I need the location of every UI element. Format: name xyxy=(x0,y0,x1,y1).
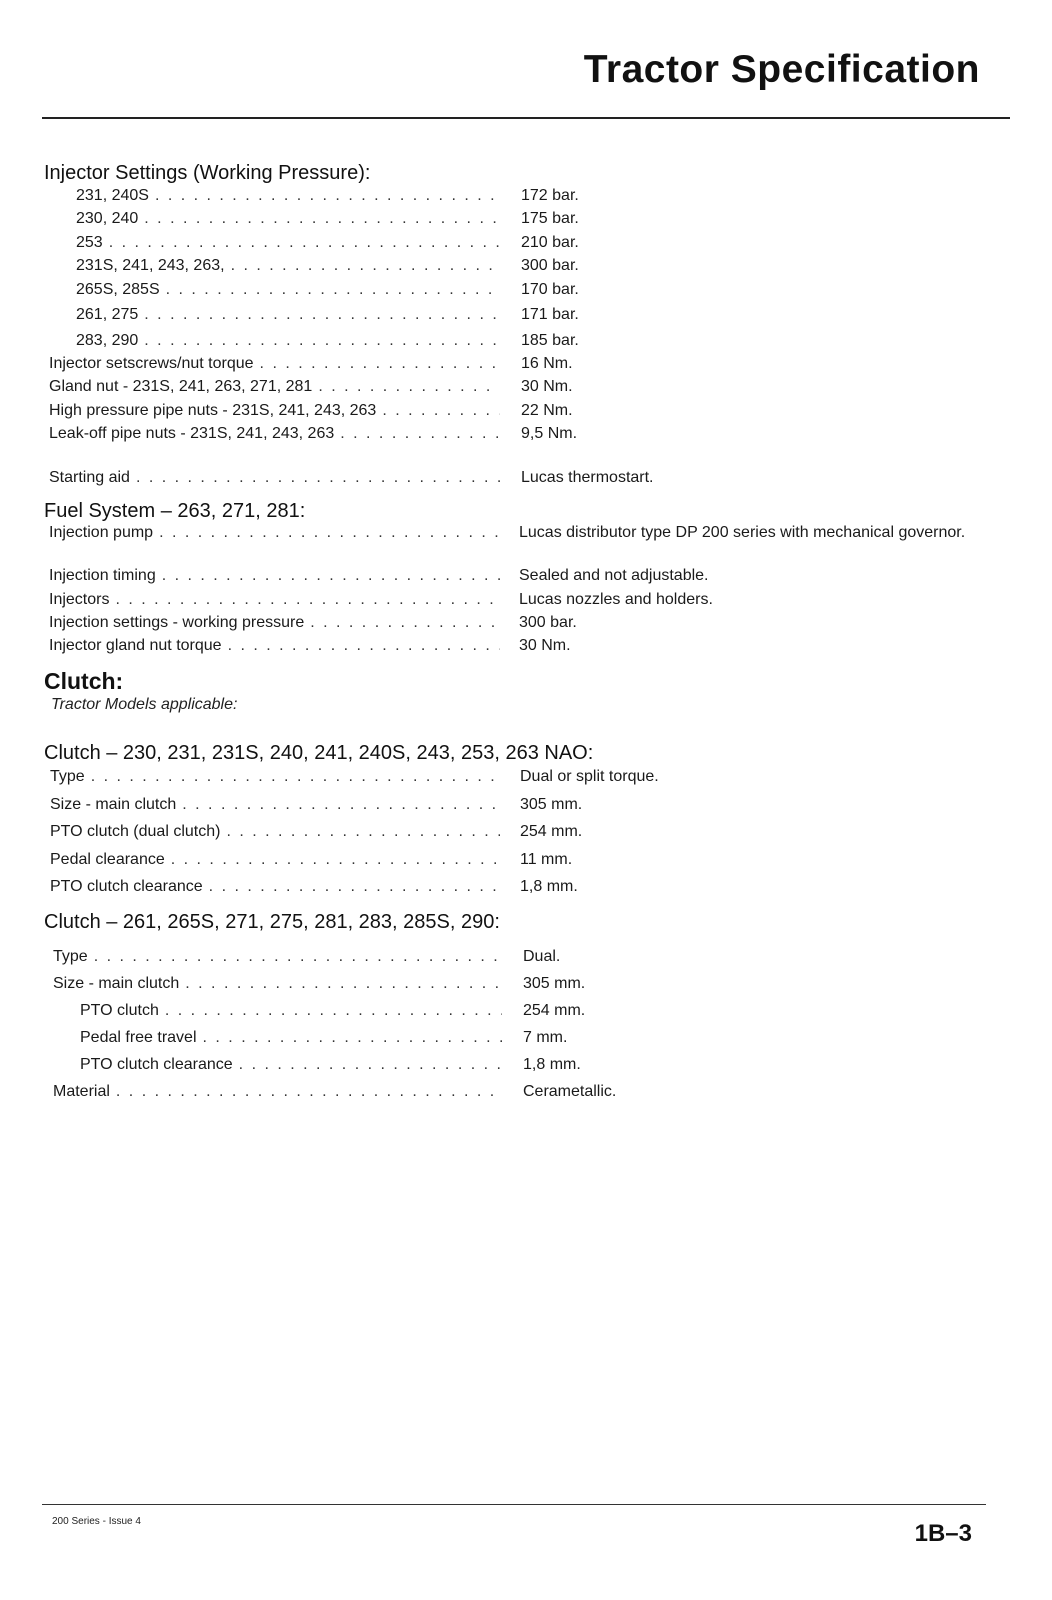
spec-value: 7 mm. xyxy=(523,1029,568,1046)
spec-label: Injection timing xyxy=(49,567,156,584)
spec-value: 30 Nm. xyxy=(519,637,571,654)
spec-row xyxy=(53,946,508,968)
spec-label: 230, 240 xyxy=(76,210,139,227)
spec-label: 261, 275 xyxy=(76,306,139,323)
leader-dots xyxy=(166,279,500,301)
spec-row xyxy=(50,849,506,871)
spec-label: High pressure pipe nuts - 231S, 241, 243, 263 xyxy=(49,402,377,419)
spec-label: 253 xyxy=(76,234,103,251)
leader-dots xyxy=(109,232,500,254)
spec-row xyxy=(49,522,506,544)
leader-dots xyxy=(228,635,500,657)
spec-value: 185 bar. xyxy=(521,332,579,349)
injector-settings-heading: Injector Settings (Working Pressure): xyxy=(44,162,371,184)
leader-dots xyxy=(231,255,500,277)
spec-row xyxy=(76,232,506,254)
spec-row xyxy=(80,1000,508,1022)
spec-row xyxy=(50,821,506,843)
leader-dots xyxy=(185,973,502,995)
spec-value: 210 bar. xyxy=(521,234,579,251)
spec-value: Cerametallic. xyxy=(523,1083,617,1100)
leader-dots xyxy=(182,794,500,816)
spec-value: Lucas thermostart. xyxy=(521,469,654,486)
spec-label: Pedal clearance xyxy=(50,851,165,868)
leader-dots xyxy=(136,467,500,489)
spec-row xyxy=(76,330,506,352)
leader-dots xyxy=(171,849,500,871)
series-issue-label: 200 Series - Issue 4 xyxy=(52,1516,141,1527)
leader-dots xyxy=(203,1027,502,1049)
spec-value: 11 mm. xyxy=(520,851,573,868)
spec-row xyxy=(49,589,506,611)
leader-dots xyxy=(209,876,500,898)
spec-row xyxy=(49,635,506,657)
spec-value: 1,8 mm. xyxy=(520,878,578,895)
clutch-models-note: Tractor Models applicable: xyxy=(51,696,238,713)
spec-label: 283, 290 xyxy=(76,332,139,349)
spec-row xyxy=(49,376,506,398)
spec-label: 231S, 241, 243, 263, xyxy=(76,257,225,274)
spec-label: Starting aid xyxy=(49,469,130,486)
leader-dots xyxy=(144,330,500,352)
leader-dots xyxy=(340,423,500,445)
leader-dots xyxy=(165,1000,502,1022)
spec-value: 30 Nm. xyxy=(521,378,573,395)
spec-row xyxy=(80,1027,508,1049)
spec-row xyxy=(76,185,506,207)
leader-dots xyxy=(144,208,500,230)
spec-label: Injection pump xyxy=(49,524,154,541)
page-number: 1B–3 xyxy=(914,1520,972,1547)
page-title: Tractor Specification xyxy=(583,48,980,91)
spec-row xyxy=(49,353,506,375)
spec-row xyxy=(49,467,506,489)
spec-label: PTO clutch clearance xyxy=(50,878,203,895)
spec-label: Injector gland nut torque xyxy=(49,637,222,654)
leader-dots xyxy=(318,376,500,398)
spec-value: 305 mm. xyxy=(520,796,583,813)
clutch-heading: Clutch: xyxy=(44,668,124,694)
spec-value: Lucas nozzles and holders. xyxy=(519,591,713,608)
spec-row xyxy=(76,255,506,277)
leader-dots xyxy=(239,1054,502,1076)
spec-row xyxy=(76,304,506,326)
spec-label: Injector setscrews/nut torque xyxy=(49,355,254,372)
spec-value: 22 Nm. xyxy=(521,402,573,419)
spec-value: 300 bar. xyxy=(521,257,579,274)
leader-dots xyxy=(260,353,500,375)
spec-label: Injection settings - working pressure xyxy=(49,614,305,631)
spec-label: Size - main clutch xyxy=(50,796,177,813)
leader-dots xyxy=(144,304,500,326)
spec-row xyxy=(50,876,506,898)
leader-dots xyxy=(155,185,500,207)
leader-dots xyxy=(226,821,500,843)
spec-label: 265S, 285S xyxy=(76,281,160,298)
spec-label: Gland nut - 231S, 241, 263, 271, 281 xyxy=(49,378,313,395)
spec-label: PTO clutch (dual clutch) xyxy=(50,823,221,840)
spec-value: Dual or split torque. xyxy=(520,768,659,785)
spec-row xyxy=(49,423,506,445)
spec-label: Injectors xyxy=(49,591,110,608)
spec-value: 1,8 mm. xyxy=(523,1056,581,1073)
spec-row xyxy=(49,612,506,634)
spec-value: 254 mm. xyxy=(520,823,583,840)
spec-value: 300 bar. xyxy=(519,614,577,631)
leader-dots xyxy=(94,946,502,968)
spec-label: Type xyxy=(50,768,85,785)
spec-label: 231, 240S xyxy=(76,187,149,204)
leader-dots xyxy=(159,522,500,544)
spec-row xyxy=(50,794,506,816)
spec-label: Material xyxy=(53,1083,110,1100)
leader-dots xyxy=(91,766,500,788)
fuel-system-heading: Fuel System – 263, 271, 281: xyxy=(44,500,306,522)
spec-row xyxy=(50,766,506,788)
spec-row xyxy=(80,1054,508,1076)
spec-value: 16 Nm. xyxy=(521,355,573,372)
spec-label: PTO clutch xyxy=(80,1002,159,1019)
spec-row xyxy=(53,973,508,995)
leader-dots xyxy=(310,612,500,634)
spec-value: 170 bar. xyxy=(521,281,579,298)
leader-dots xyxy=(116,1081,502,1103)
clutch-group-b-heading: Clutch – 261, 265S, 271, 275, 281, 283, 285S, 290: xyxy=(44,911,500,933)
spec-label: Pedal free travel xyxy=(80,1029,197,1046)
footer-rule xyxy=(42,1504,986,1505)
clutch-group-a-heading: Clutch – 230, 231, 231S, 240, 241, 240S, 243, 253, 263 NAO: xyxy=(44,742,594,764)
spec-value: Sealed and not adjustable. xyxy=(519,567,709,584)
spec-value: 305 mm. xyxy=(523,975,586,992)
header-rule xyxy=(42,117,1010,119)
spec-value: 254 mm. xyxy=(523,1002,586,1019)
spec-row xyxy=(49,400,506,422)
spec-value: Dual. xyxy=(523,948,561,965)
leader-dots xyxy=(382,400,500,422)
spec-label: Size - main clutch xyxy=(53,975,180,992)
spec-value: 171 bar. xyxy=(521,306,579,323)
spec-value: 172 bar. xyxy=(521,187,579,204)
spec-label: PTO clutch clearance xyxy=(80,1056,233,1073)
leader-dots xyxy=(115,589,500,611)
spec-row xyxy=(53,1081,508,1103)
spec-row xyxy=(49,565,506,587)
spec-row xyxy=(76,279,506,301)
spec-label: Leak-off pipe nuts - 231S, 241, 243, 263 xyxy=(49,425,335,442)
spec-value: Lucas distributor type DP 200 series with mechanical governor. xyxy=(519,524,966,541)
spec-value: 175 bar. xyxy=(521,210,579,227)
spec-row xyxy=(76,208,506,230)
leader-dots xyxy=(162,565,500,587)
spec-label: Type xyxy=(53,948,88,965)
spec-value: 9,5 Nm. xyxy=(521,425,578,442)
